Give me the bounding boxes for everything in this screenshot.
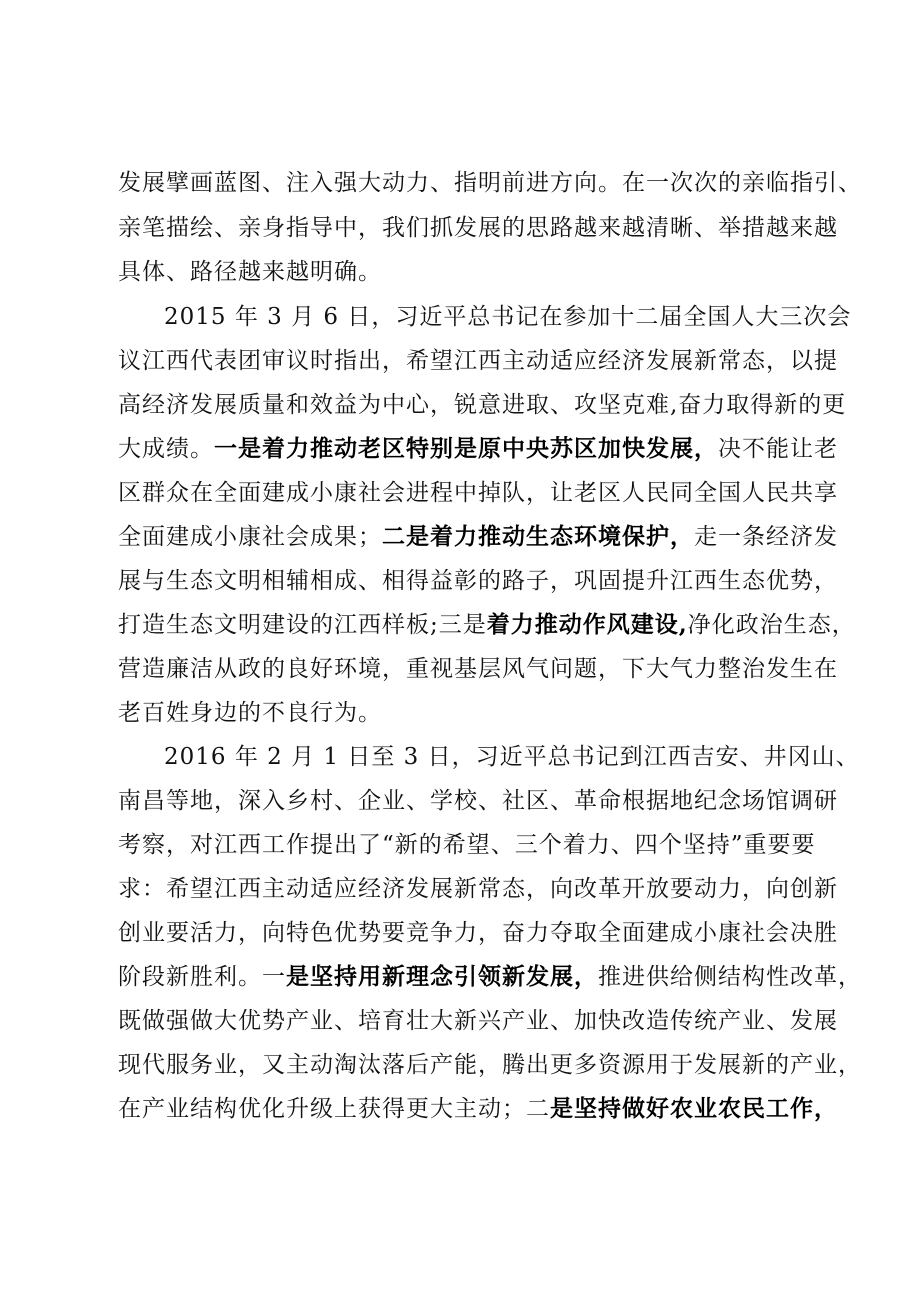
paragraph-2-line-8 xyxy=(118,610,856,640)
bold-run: 是坚持做好农业农民工作， xyxy=(550,1095,838,1122)
bold-run: 二是着力推动生态环境保护， xyxy=(382,523,694,550)
paragraph-2-line-9: 营造廉洁从政的良好环境，重视基层风气问题，下大气力整治发生在 xyxy=(118,656,838,682)
paragraph-2-line-10: 老百姓身边的不良行为。 xyxy=(118,700,382,726)
bold-run: 着力推动作风建设, xyxy=(486,611,688,638)
paragraph-3-line-5: 创业要活力，向特色优势要竞争力，奋力夺取全面建成小康社会决胜 xyxy=(118,920,838,946)
text-run: 决不能让老 xyxy=(718,436,838,462)
paragraph-2-line-5: 区群众在全面建成小康社会进程中掉队，让老区人民同全国人民共享 xyxy=(118,480,838,506)
paragraph-1-line-2: 亲笔描绘、亲身指导中，我们抓发展的思路越来越清晰、举措越来越 xyxy=(118,215,838,241)
paragraph-3-line-2: 南昌等地，深入乡村、企业、学校、社区、革命根据地纪念场馆调研 xyxy=(118,788,838,814)
paragraph-1-line-3: 具体、路径越来越明确。 xyxy=(118,259,382,285)
paragraph-3-line-9 xyxy=(118,1094,838,1124)
text-run: 大成绩。 xyxy=(118,436,214,462)
paragraph-3-line-8: 现代服务业，又主动淘汰落后产能，腾出更多资源用于发展新的产业， xyxy=(118,1052,862,1078)
text-run: 净化政治生态， xyxy=(687,612,856,638)
text-run: 在产业结构优化升级上获得更大主动；二 xyxy=(118,1096,550,1122)
paragraph-3-line-4: 求：希望江西主动适应经济发展新常态，向改革开放要动力，向创新 xyxy=(118,876,838,902)
paragraph-2-line-4 xyxy=(118,434,838,464)
paragraph-3-line-7: 既做强做大优势产业、培育壮大新兴产业、加快改造传统产业、发展 xyxy=(118,1008,838,1034)
paragraph-2-line-3: 高经济发展质量和效益为中心，锐意进取、攻坚克难,奋力取得新的更 xyxy=(118,392,847,418)
paragraph-3-line-6 xyxy=(118,962,862,992)
paragraph-1-line-1: 发展擘画蓝图、注入强大动力、指明前进方向。在一次次的亲临指引、 xyxy=(118,170,862,196)
paragraph-2-line-1: 2015 年 3 月 6 日，习近平总书记在参加十二届全国人大三次会 xyxy=(164,304,852,330)
text-run: 阶段新胜利。一 xyxy=(118,964,286,990)
paragraph-3-line-3: 考察，对江西工作提出了“新的希望、三个着力、四个坚持”重要要 xyxy=(118,832,816,858)
paragraph-3-line-1: 2016 年 2 月 1 日至 3 日，习近平总书记到江西吉安、井冈山、 xyxy=(164,744,860,770)
paragraph-2-line-7: 展与生态文明相辅相成、相得益彰的路子，巩固提升江西生态优势， xyxy=(118,568,838,594)
text-run: 全面建成小康社会成果； xyxy=(118,524,382,550)
text-run: 走一条经济发 xyxy=(694,524,838,550)
text-run: 打造生态文明建设的江西样板;三是 xyxy=(118,612,487,638)
bold-run: 是坚持用新理念引领新发展， xyxy=(286,963,598,990)
paragraph-2-line-2: 议江西代表团审议时指出，希望江西主动适应经济发展新常态，以提 xyxy=(118,348,838,374)
text-run: 推进供给侧结构性改革， xyxy=(598,964,862,990)
bold-run: 一是着力推动老区特别是原中央苏区加快发展， xyxy=(214,435,718,462)
paragraph-2-line-6 xyxy=(118,522,838,552)
